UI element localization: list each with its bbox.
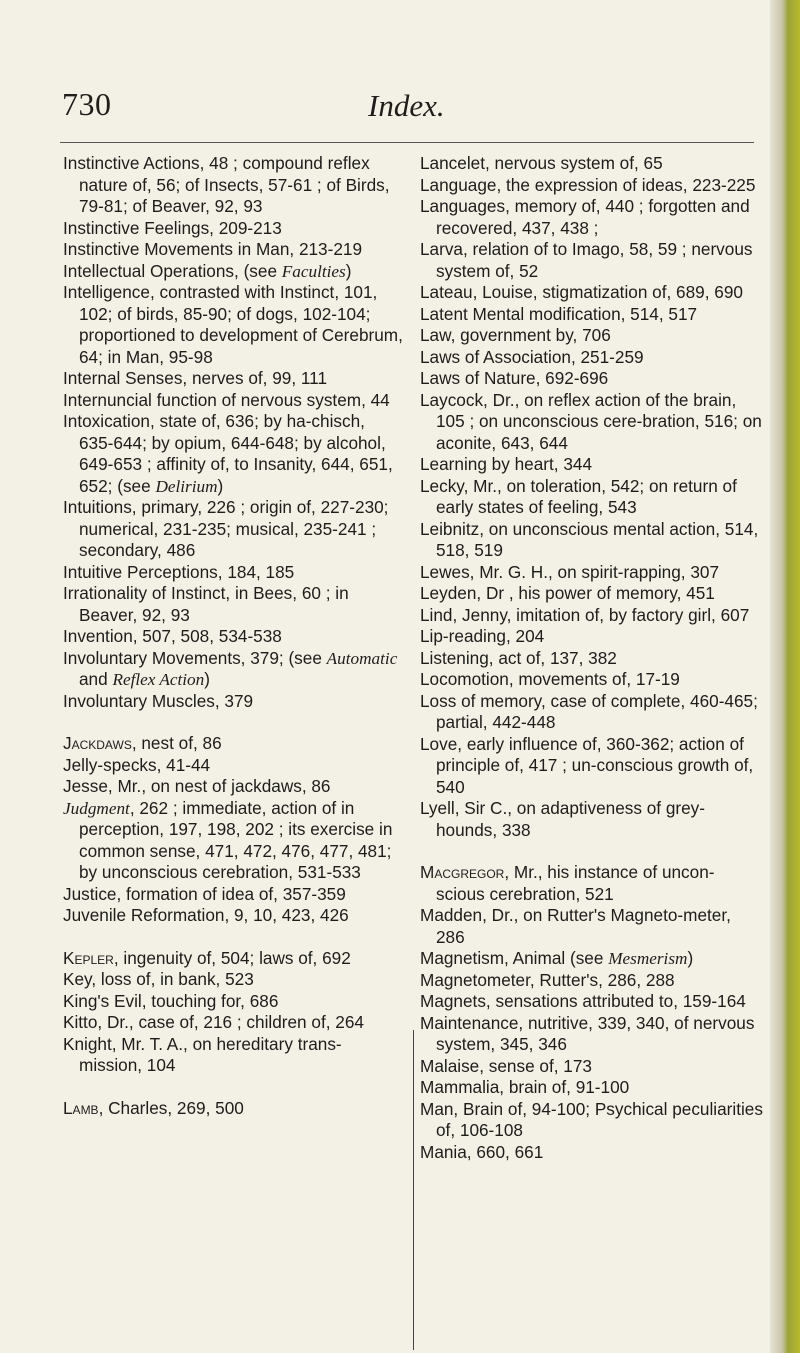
index-entry (63, 884, 403, 906)
index-entry (63, 218, 403, 240)
index-entry (420, 519, 763, 562)
index-entry (420, 304, 763, 326)
index-entry (420, 196, 763, 239)
entry-text: Lind, Jenny, imitation of, by factory girl, 607 (420, 604, 750, 625)
index-entry (420, 948, 763, 970)
entry-text: Maintenance, nutritive, 339, 340, of nervous system, 345, 346 (420, 1012, 755, 1054)
index-entry (420, 325, 763, 347)
entry-text: Language, the expression of ideas, 223-225 (420, 174, 756, 195)
entry-text: Latent Mental modification, 514, 517 (420, 303, 698, 324)
entry-text: Mania, 660, 661 (420, 1141, 544, 1162)
entry-text: Intuitions, primary, 226 ; origin of, 227-230; numerical, 231-235; musical, 235-241 ; secondary, 486 (63, 497, 389, 560)
section-gap (63, 1077, 403, 1098)
index-entry (63, 390, 403, 412)
index-entry (63, 239, 403, 261)
index-entry (420, 862, 763, 905)
index-entry (420, 734, 763, 799)
index-entry (63, 798, 403, 884)
index-entry (63, 583, 403, 626)
index-entry (420, 691, 763, 734)
index-entry (63, 626, 403, 648)
entry-text: Kitto, Dr., case of, 216 ; children of, 264 (63, 1012, 364, 1032)
entry-text: Leyden, Dr , his power of memory, 451 (420, 583, 715, 603)
entry-text: Laycock, Dr., on reflex action of the brain, 105 ; on unconscious cere-bration, 516; on aconite, 643, 644 (420, 389, 762, 453)
entry-italic: Judgment (63, 798, 130, 818)
entry-text: Internal Senses, nerves of, 99, 111 (63, 368, 328, 388)
index-entry (63, 261, 403, 283)
entry-text: , ingenuity of, 504; laws of, 692 (113, 947, 351, 968)
index-entry (63, 948, 403, 970)
index-entry (63, 905, 403, 927)
entry-text: Madden, Dr., on Rutter's Magneto-meter, 286 (420, 905, 731, 947)
entry-text: ) (687, 948, 694, 968)
entry-text: Key, loss of, in bank, 523 (63, 969, 254, 989)
entry-text: King's Evil, touching for, 686 (63, 990, 279, 1011)
index-entry (420, 562, 763, 584)
entry-text: ) (217, 475, 224, 496)
section-gap (63, 712, 403, 733)
entry-text: Invention, 507, 508, 534-538 (63, 626, 282, 646)
entry-text: Intuitive Perceptions, 184, 185 (63, 561, 295, 582)
entry-text: , 262 ; immediate, action of in perception, 197, 198, 202 ; its exercise in common sense, 471, 472, 476, 477, 481; by unconscious cerebration, 531-533 (79, 797, 393, 882)
index-entry (420, 282, 763, 304)
index-entry (63, 648, 403, 691)
entry-head: Jackdaws (63, 733, 132, 753)
entry-text: Knight, Mr. T. A., on hereditary trans-mission, 104 (63, 1033, 342, 1075)
index-entry (63, 411, 403, 497)
entry-text: Lewes, Mr. G. H., on spirit-rapping, 307 (420, 561, 720, 582)
index-entry (63, 282, 403, 368)
entry-text: Magnetism, Animal (see (420, 948, 609, 968)
entry-text: Intellectual Operations, (see (63, 260, 282, 281)
entry-text: , Charles, 269, 500 (98, 1097, 244, 1118)
index-entry (63, 1034, 403, 1077)
entry-text: Internuncial function of nervous system, 44 (63, 389, 390, 410)
entry-text: Intoxication, state of, 636; by ha-chisch, 635-644; by opium, 644-648; by alcohol, 649-653 ; affinity of, to Insanity, 644, 651, 652; (see (63, 411, 393, 496)
entry-text: Languages, memory of, 440 ; forgotten and recovered, 437, 438 ; (420, 196, 750, 238)
entry-text: Intelligence, contrasted with Instinct, 101, 102; of birds, 85-90; of dogs, 102-104; proportioned to development of Cerebrum, 64; in Man, 95-98 (63, 282, 403, 367)
index-entry (420, 1099, 763, 1142)
entry-head: Macgregor (420, 862, 505, 882)
entry-text: Magnetometer, Rutter's, 286, 288 (420, 969, 675, 990)
index-entry (420, 347, 763, 369)
entry-text: Listening, act of, 137, 382 (420, 647, 617, 668)
section-gap (420, 841, 763, 862)
entry-text: Law, government by, 706 (420, 325, 611, 345)
entry-text: ) (204, 669, 210, 689)
entry-text: Involuntary Movements, 379; (see (63, 647, 327, 668)
index-entry (420, 991, 763, 1013)
index-entry (420, 798, 763, 841)
index-entry (420, 583, 763, 605)
index-entry (420, 605, 763, 627)
index-entry (420, 1142, 763, 1164)
index-entry (420, 626, 763, 648)
index-entry (420, 1077, 763, 1099)
section-gap (63, 927, 403, 948)
entry-text: Leibnitz, on unconscious mental action, 514, 518, 519 (420, 518, 759, 560)
entry-head: Lamb (63, 1097, 99, 1118)
index-entry (420, 648, 763, 670)
entry-text: Learning by heart, 344 (420, 454, 593, 474)
index-entry (420, 476, 763, 519)
entry-italic: Faculties (281, 261, 346, 281)
entry-text: Lecky, Mr., on toleration, 542; on return of early states of feeling, 543 (420, 475, 737, 517)
entry-italic: Automatic (326, 648, 398, 668)
index-entry (63, 497, 403, 562)
entry-text: Magnets, sensations attributed to, 159-164 (420, 991, 746, 1011)
entry-text: Instinctive Actions, 48 ; compound reflex nature of, 56; of Insects, 57-61 ; of Birds, 79-81; of Beaver, 92, 93 (63, 153, 390, 216)
entry-italic: Delirium (155, 476, 218, 496)
page-header (62, 86, 762, 136)
entry-text: Love, early influence of, 360-362; action of principle of, 417 ; un-conscious growth of, 540 (420, 733, 754, 797)
index-entry (420, 669, 763, 691)
index-entry (63, 153, 403, 218)
header-rule (60, 142, 754, 143)
page-number: 730 (62, 86, 112, 122)
index-entry (420, 390, 763, 455)
entry-head: Kepler (63, 947, 114, 968)
entry-text: , nest of, 86 (131, 733, 222, 753)
index-entry (420, 454, 763, 476)
entry-text: Instinctive Movements in Man, 213-219 (63, 239, 363, 259)
entry-text: Mammalia, brain of, 91-100 (420, 1077, 630, 1097)
entry-text: Lip-reading, 204 (420, 626, 545, 646)
index-entry (63, 733, 403, 755)
entry-italic: Reflex Action (112, 670, 205, 689)
entry-text: Lateau, Louise, stigmatization of, 689, 690 (420, 282, 743, 302)
index-entry (63, 1098, 403, 1120)
entry-text: , Mr., his instance of uncon-scious cerebration, 521 (436, 862, 715, 904)
index-entry (63, 1012, 403, 1034)
index-entry (63, 969, 403, 991)
entry-text: Irrationality of Instinct, in Bees, 60 ; in Beaver, 92, 93 (63, 583, 349, 625)
entry-text: Involuntary Muscles, 379 (63, 690, 254, 711)
index-entry (63, 991, 403, 1013)
index-entry (63, 691, 403, 713)
index-entry (420, 1013, 763, 1056)
index-entry (420, 970, 763, 992)
entry-text: Laws of Nature, 692-696 (420, 368, 609, 388)
entry-text: and (79, 669, 113, 689)
page-edge (770, 0, 800, 1353)
entry-text: Locomotion, movements of, 17-19 (420, 669, 680, 689)
index-entry (63, 562, 403, 584)
index-entry (420, 175, 763, 197)
index-entry (63, 755, 403, 777)
entry-text: Malaise, sense of, 173 (420, 1055, 592, 1076)
entry-text: Justice, formation of idea of, 357-359 (63, 883, 346, 904)
index-entry (420, 368, 763, 390)
entry-text: Larva, relation of to Imago, 58, 59 ; nervous system of, 52 (420, 239, 753, 281)
entry-text: ) (345, 260, 352, 281)
entry-text: Lancelet, nervous system of, 65 (420, 153, 663, 173)
entry-text: Lyell, Sir C., on adaptiveness of grey-hounds, 338 (420, 798, 706, 840)
index-entry (63, 368, 403, 390)
running-title: Index. (368, 88, 445, 123)
index-entry (420, 1056, 763, 1078)
entry-text: Laws of Association, 251-259 (420, 346, 644, 367)
index-entry (420, 153, 763, 175)
index-entry (420, 905, 763, 948)
entry-italic: Mesmerism (608, 949, 688, 968)
index-entry (63, 776, 403, 798)
index-column-left (63, 153, 403, 1119)
entry-text: Man, Brain of, 94-100; Psychical peculiarities of, 106-108 (420, 1098, 763, 1140)
entry-text: Jesse, Mr., on nest of jackdaws, 86 (63, 776, 331, 796)
entry-text: Loss of memory, case of complete, 460-465; partial, 442-448 (420, 690, 758, 732)
column-divider (413, 1030, 414, 1350)
entry-text: Jelly-specks, 41-44 (63, 754, 211, 775)
index-column-right (420, 153, 763, 1163)
entry-text: Instinctive Feelings, 209-213 (63, 217, 282, 238)
index-entry (420, 239, 763, 282)
entry-text: Juvenile Reformation, 9, 10, 423, 426 (63, 905, 349, 925)
